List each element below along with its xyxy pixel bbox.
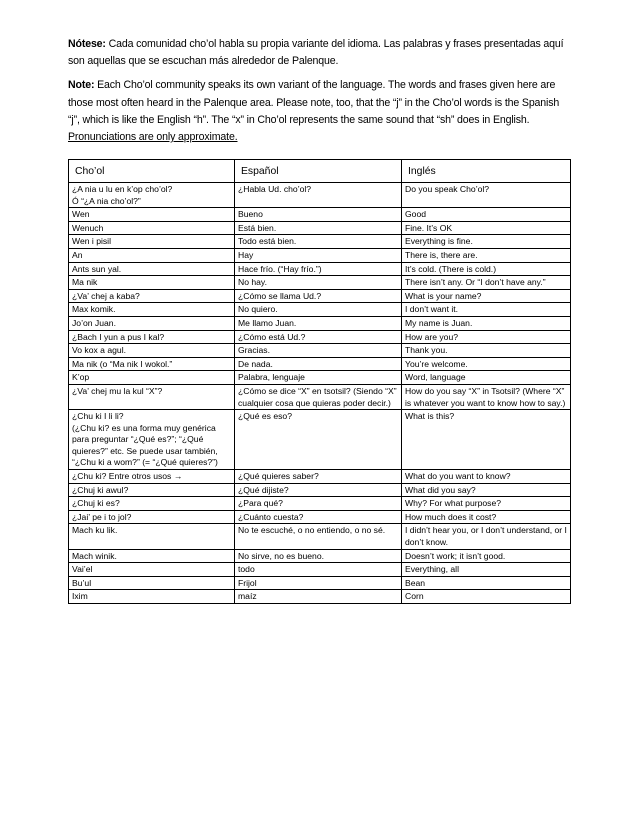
- notice-spanish-text: Cada comunidad cho’ol habla su propia variante del idioma. Las palabras y frases presentadas aquí son aquellas que se escuchan más alrededor de Palenque.: [68, 38, 564, 68]
- ingles-cell: What is your name?: [402, 289, 571, 303]
- intro-notes: [68, 36, 570, 153]
- ingles-cell: You’re welcome.: [402, 357, 571, 371]
- chol-cell: An: [69, 248, 235, 262]
- header-ingles: Inglés: [402, 160, 571, 183]
- chol-cell: ¿Chu ki? Entre otros usos →: [69, 470, 235, 484]
- ingles-cell: How are you?: [402, 330, 571, 344]
- ingles-cell: What is this?: [402, 410, 571, 470]
- table-row: [69, 410, 571, 470]
- espanol-cell: No hay.: [235, 276, 402, 290]
- chol-cell: Mach ku lik.: [69, 524, 235, 549]
- chol-cell: Mach winik.: [69, 549, 235, 563]
- table-row: [69, 510, 571, 524]
- ingles-cell: It’s cold. (There is cold.): [402, 262, 571, 276]
- espanol-cell: Me llamo Juan.: [235, 316, 402, 330]
- ingles-cell: There isn’t any. Or “I don’t have any.”: [402, 276, 571, 290]
- chol-cell: Bu’ul: [69, 576, 235, 590]
- ingles-cell: Fine. It’s OK: [402, 221, 571, 235]
- ingles-cell: Bean: [402, 576, 571, 590]
- ingles-cell: Thank you.: [402, 344, 571, 358]
- chol-cell: K’op: [69, 371, 235, 385]
- chol-cell: ¿Bach I yun a pus I kal?: [69, 330, 235, 344]
- espanol-cell: ¿Cuánto cuesta?: [235, 510, 402, 524]
- table-row: [69, 303, 571, 317]
- vocabulary-table: [68, 159, 571, 604]
- table-row: [69, 576, 571, 590]
- espanol-cell: ¿Habla Ud. cho’ol?: [235, 183, 402, 208]
- chol-cell: ¿Jai’ pe i to jol?: [69, 510, 235, 524]
- espanol-cell: ¿Cómo se dice “X” en tsotsil? (Siendo “X” cualquier cosa que quieras poder decir.): [235, 384, 402, 409]
- espanol-cell: No te escuché, o no entiendo, o no sé.: [235, 524, 402, 549]
- table-row: [69, 357, 571, 371]
- ingles-cell: Do you speak Cho’ol?: [402, 183, 571, 208]
- espanol-cell: ¿Qué dijiste?: [235, 483, 402, 497]
- chol-cell: Ma nik (o “Ma nik I wokol.”: [69, 357, 235, 371]
- chol-cell: ¿Chu ki I li li? (¿Chu ki? es una forma muy genérica para preguntar “¿Qué es?”; “¿Qué quieres?” etc. Se puede usar también, “¿Chu ki a wom?” (= “¿Qué quieres?”): [69, 410, 235, 470]
- chol-cell: Jo’on Juan.: [69, 316, 235, 330]
- table-row: [69, 262, 571, 276]
- header-espanol: Español: [235, 160, 402, 183]
- espanol-cell: todo: [235, 563, 402, 577]
- table-row: [69, 235, 571, 249]
- ingles-cell: I didn’t hear you, or I don’t understand, or I don’t know.: [402, 524, 571, 549]
- espanol-cell: Hace frío. (“Hay frío.”): [235, 262, 402, 276]
- ingles-cell: How much does it cost?: [402, 510, 571, 524]
- ingles-cell: Corn: [402, 590, 571, 604]
- table-row: [69, 221, 571, 235]
- espanol-cell: Frijol: [235, 576, 402, 590]
- table-row: [69, 371, 571, 385]
- chol-cell: Ixim: [69, 590, 235, 604]
- ingles-cell: What did you say?: [402, 483, 571, 497]
- chol-cell: ¿A nia u lu en k’op cho’ol? Ó “¿A nia cho’ol?”: [69, 183, 235, 208]
- table-row: [69, 344, 571, 358]
- ingles-cell: Doesn’t work; it isn’t good.: [402, 549, 571, 563]
- table-row: [69, 524, 571, 549]
- ingles-cell: Why? For what purpose?: [402, 497, 571, 511]
- chol-cell: Vo kox a agul.: [69, 344, 235, 358]
- espanol-cell: No quiero.: [235, 303, 402, 317]
- espanol-cell: De nada.: [235, 357, 402, 371]
- header-chol: Cho’ol: [69, 160, 235, 183]
- espanol-cell: Está bien.: [235, 221, 402, 235]
- table-row: [69, 330, 571, 344]
- espanol-cell: Gracias.: [235, 344, 402, 358]
- chol-cell: ¿Chuj ki es?: [69, 497, 235, 511]
- espanol-cell: ¿Para qué?: [235, 497, 402, 511]
- table-row: [69, 590, 571, 604]
- notice-english-text: Each Cho’ol community speaks its own variant of the language. The words and frases given here are those most often heard in the Palenque area. Please note, too, that the “j” in the Cho’ol words is the Spanish “j”, which is like the English “h”. The “x” in Cho’ol represents the same sound that “sh” does in English.: [68, 79, 560, 126]
- table-row: [69, 276, 571, 290]
- chol-cell: Ants sun yal.: [69, 262, 235, 276]
- espanol-cell: ¿Qué es eso?: [235, 410, 402, 470]
- chol-cell: Wen i pisil: [69, 235, 235, 249]
- espanol-cell: Todo está bien.: [235, 235, 402, 249]
- espanol-cell: Palabra, lenguaje: [235, 371, 402, 385]
- table-row: [69, 248, 571, 262]
- table-row: [69, 289, 571, 303]
- notice-english-label: Note:: [68, 79, 95, 92]
- ingles-cell: Everything, all: [402, 563, 571, 577]
- ingles-cell: What do you want to know?: [402, 470, 571, 484]
- espanol-cell: ¿Cómo se llama Ud.?: [235, 289, 402, 303]
- table-row: [69, 563, 571, 577]
- chol-cell: Ma nik: [69, 276, 235, 290]
- espanol-cell: Bueno: [235, 208, 402, 222]
- chol-cell: ¿Va’ chej a kaba?: [69, 289, 235, 303]
- notice-spanish-label: Nótese:: [68, 38, 106, 50]
- table-header-row: [69, 160, 571, 183]
- chol-cell: Wen: [69, 208, 235, 222]
- chol-cell: ¿Va’ chej mu la kul “X”?: [69, 384, 235, 409]
- ingles-cell: I don’t want it.: [402, 303, 571, 317]
- espanol-cell: Hay: [235, 248, 402, 262]
- notice-english: [68, 77, 570, 146]
- espanol-cell: ¿Cómo está Ud.?: [235, 330, 402, 344]
- ingles-cell: Everything is fine.: [402, 235, 571, 249]
- table-row: [69, 497, 571, 511]
- table-row: [69, 483, 571, 497]
- ingles-cell: Good: [402, 208, 571, 222]
- table-body: [69, 183, 571, 604]
- ingles-cell: Word, language: [402, 371, 571, 385]
- table-row: [69, 384, 571, 409]
- chol-cell: Vai’el: [69, 563, 235, 577]
- espanol-cell: maíz: [235, 590, 402, 604]
- chol-cell: ¿Chuj ki awul?: [69, 483, 235, 497]
- ingles-cell: My name is Juan.: [402, 316, 571, 330]
- chol-cell: Max komik.: [69, 303, 235, 317]
- notice-spanish: [68, 36, 570, 70]
- chol-cell: Wenuch: [69, 221, 235, 235]
- ingles-cell: How do you say “X” in Tsotsil? (Where “X” is whatever you want to know how to say.): [402, 384, 571, 409]
- espanol-cell: ¿Qué quieres saber?: [235, 470, 402, 484]
- table-row: [69, 549, 571, 563]
- ingles-cell: There is, there are.: [402, 248, 571, 262]
- table-row: [69, 316, 571, 330]
- table-row: [69, 208, 571, 222]
- table-row: [69, 470, 571, 484]
- pronunciation-disclaimer: Pronunciations are only approximate.: [68, 131, 238, 144]
- table-row: [69, 183, 571, 208]
- espanol-cell: No sirve, no es bueno.: [235, 549, 402, 563]
